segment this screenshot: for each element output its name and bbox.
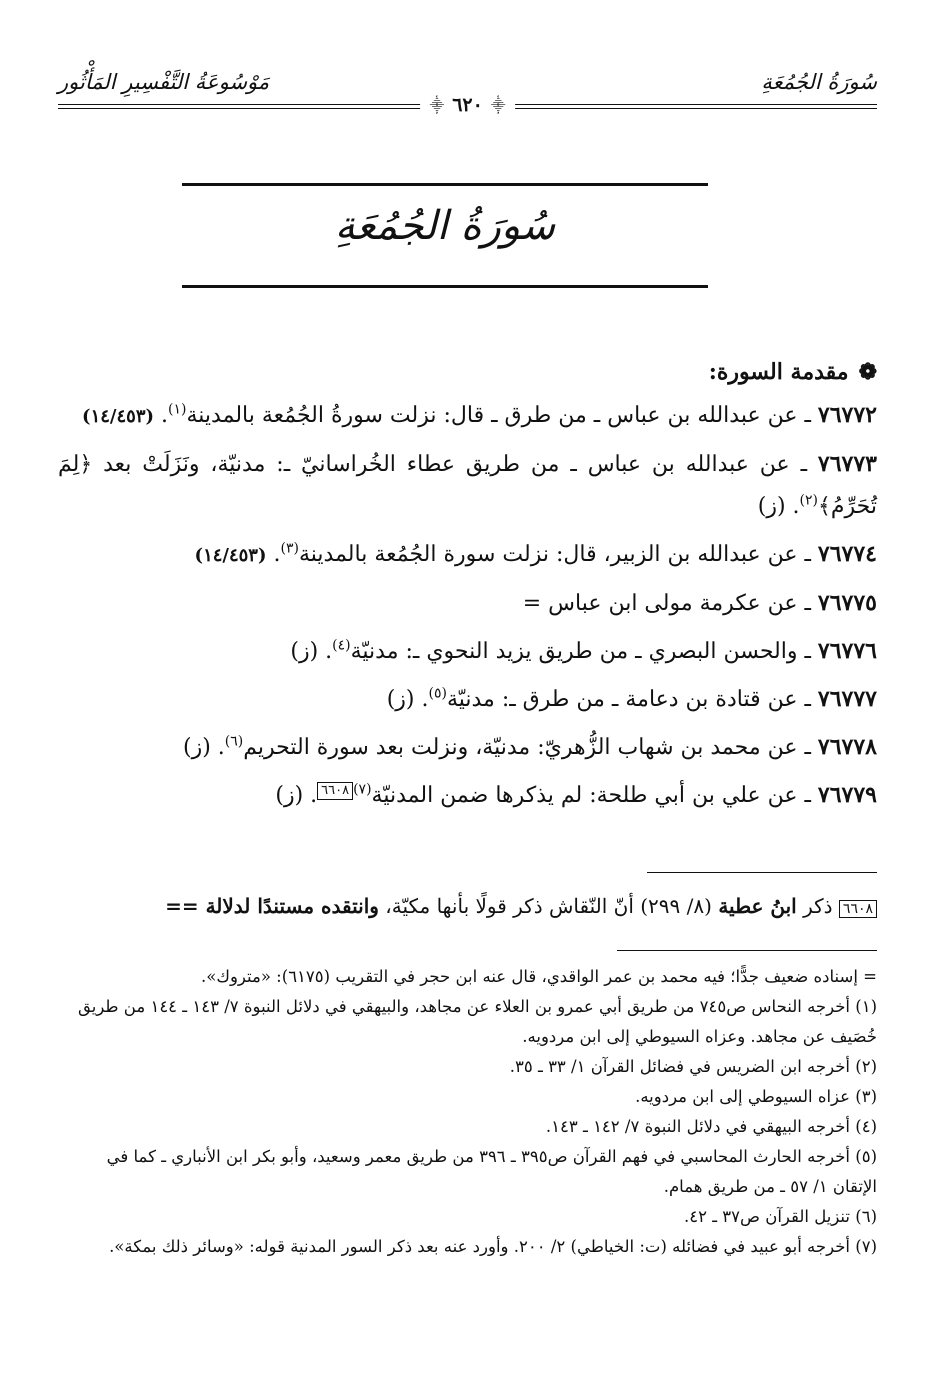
footnote-separator	[617, 950, 877, 951]
commentary-name: ابنُ عطية	[718, 894, 797, 918]
footnote: (٦) تنزيل القرآن ص٣٧ ـ ٤٢.	[683, 1207, 877, 1226]
entry-text: ـ عن عكرمة مولى ابن عباس =	[522, 591, 818, 616]
entry	[58, 394, 877, 438]
book-title: مَوْسُوعَةُ التَّفْسِيرِ المَأْثُور	[58, 70, 270, 94]
entry-number: ٧٦٧٧٢	[817, 402, 877, 428]
entry-text: ـ عن عبدالله بن الزبير، قال: نزلت سورة الجُمُعة بالمدينة	[298, 542, 818, 567]
title-rule-top	[182, 183, 708, 186]
entry-text: ـ عن قتادة بن دعامة ـ من طرق ـ: مدنيّة	[446, 687, 818, 712]
page-number-group	[420, 94, 516, 116]
commentary	[58, 888, 877, 924]
footnote-ref: (٣)	[280, 540, 299, 557]
entry-tail: . (ز)	[275, 783, 318, 808]
entry-tail: .	[266, 542, 281, 567]
entry-number: ٧٦٧٧٦	[817, 638, 877, 664]
footnote-ref: (٥)	[428, 685, 447, 702]
entry-tail: . (ز)	[290, 639, 333, 664]
main-text	[58, 350, 877, 822]
ornament-right: ⸎	[490, 97, 506, 114]
title-rule-bottom	[182, 285, 708, 288]
entry	[58, 774, 877, 817]
entry	[58, 582, 877, 625]
footnote: (٧) أخرجه أبو عبيد في فضائله (ت: الخياطي) ٢/ ٢٠٠. وأورد عنه بعد ذكر السور المدنية قوله: «وسائر ذلك بمكة».	[109, 1237, 877, 1256]
footnote-ref: (٤)	[332, 637, 351, 654]
entry-number: ٧٦٧٧٤	[817, 541, 877, 567]
entry	[58, 678, 877, 721]
entry-number: ٧٦٧٧٧	[817, 686, 877, 712]
ornament-left: ⸎	[429, 97, 445, 114]
footnote: (٥) أخرجه الحارث المحاسبي في فهم القرآن ص٣٩٥ ـ ٣٩٦ من طريق معمر وسعيد، وأبو بكر ابن الأنباري ـ كما في الإتقان ١/ ٥٧ ـ من طريق همام.	[106, 1147, 877, 1196]
section-heading	[58, 350, 877, 394]
footnote-ref: (٢)	[799, 492, 819, 509]
entry-text: ـ عن عبدالله بن عباس ـ من طرق ـ قال: نزلت سورةُ الجُمُعة بالمدينة	[186, 403, 818, 428]
entry-number: ٧٦٧٧٨	[817, 734, 877, 760]
source-ref: (١٤/٤٥٣)	[82, 406, 155, 427]
footnote-ref: (٧)	[353, 781, 372, 798]
entry-text: ـ عن علي بن أبي طلحة: لم يذكرها ضمن المدنيّة	[371, 783, 818, 808]
entry-tail: . (ز)	[757, 494, 800, 519]
commentary-box-number: ٦٦٠٨	[839, 900, 877, 918]
entry	[58, 630, 877, 673]
entry	[58, 443, 877, 528]
running-header	[58, 70, 877, 132]
source-ref: (١٤/٤٥٣)	[194, 545, 267, 566]
surah-title: سُورَةُ الجُمُعَةِ	[334, 203, 556, 249]
entry-text: ـ عن محمد بن شهاب الزُّهريّ: مدنيّة، ونزلت بعد سورة التحريم	[243, 735, 818, 760]
entry-number: ٧٦٧٧٥	[817, 590, 877, 616]
footnote-ref: (١)	[168, 401, 187, 418]
entry	[58, 726, 877, 769]
commentary-box-ref[interactable]: ٦٦٠٨	[317, 782, 353, 800]
surah-running-title: سُورَةُ الجُمُعَةِ	[761, 70, 877, 94]
commentary-bold-tail: وانتقده مستندًا لدلالة ==	[165, 894, 379, 918]
footnote-ref: (٦)	[224, 733, 244, 750]
entry-text: ـ عن عبدالله بن عباس ـ من طريق عطاء الخُراسانيّ ـ: مدنيّة، ونَزَلَتْ بعد ﴿لِمَ تُحَرِّمُ﴾	[58, 452, 877, 519]
footnote: (٣) عزاه السيوطي إلى ابن مردويه.	[635, 1087, 877, 1106]
commentary-pre: ذكر	[796, 894, 839, 918]
footnote: (١) أخرجه النحاس ص٧٤٥ من طريق أبي عمرو بن العلاء عن مجاهد، والبيهقي في دلائل النبوة ٧/ ١٤٣ ـ ١٤٤ من طريق خُصَيف عن مجاهد. وعزاه السيوطي إلى ابن مردويه.	[77, 997, 877, 1046]
entry-tail: .	[154, 403, 169, 428]
commentary-separator	[647, 872, 877, 873]
entry-number: ٧٦٧٧٩	[817, 782, 877, 808]
commentary-mid: (٨/ ٢٩٩) أنّ النّقاش ذكر قولًا بأنها مكيّة،	[378, 894, 719, 918]
section-heading-text: مقدمة السورة:	[708, 359, 849, 385]
entry-number: ٧٦٧٧٣	[817, 451, 877, 477]
entry	[58, 533, 877, 577]
flower-icon: ❁	[858, 359, 877, 385]
footnotes	[58, 962, 877, 1262]
entry-text: ـ والحسن البصري ـ من طريق يزيد النحوي ـ: مدنيّة	[350, 639, 818, 664]
footnote: (٤) أخرجه البيهقي في دلائل النبوة ٧/ ١٤٢ ـ ١٤٣.	[545, 1117, 877, 1136]
entry-tail: . (ز)	[183, 735, 225, 760]
footnote: = إسناده ضعيف جدًّا؛ فيه محمد بن عمر الواقدي، قال عنه ابن حجر في التقريب (٦١٧٥): «متروك».	[201, 967, 877, 986]
page-number: ٦٢٠	[452, 94, 483, 116]
footnote: (٢) أخرجه ابن الضريس في فضائل القرآن ١/ ٣٣ ـ ٣٥.	[509, 1057, 877, 1076]
entry-tail: . (ز)	[386, 687, 429, 712]
